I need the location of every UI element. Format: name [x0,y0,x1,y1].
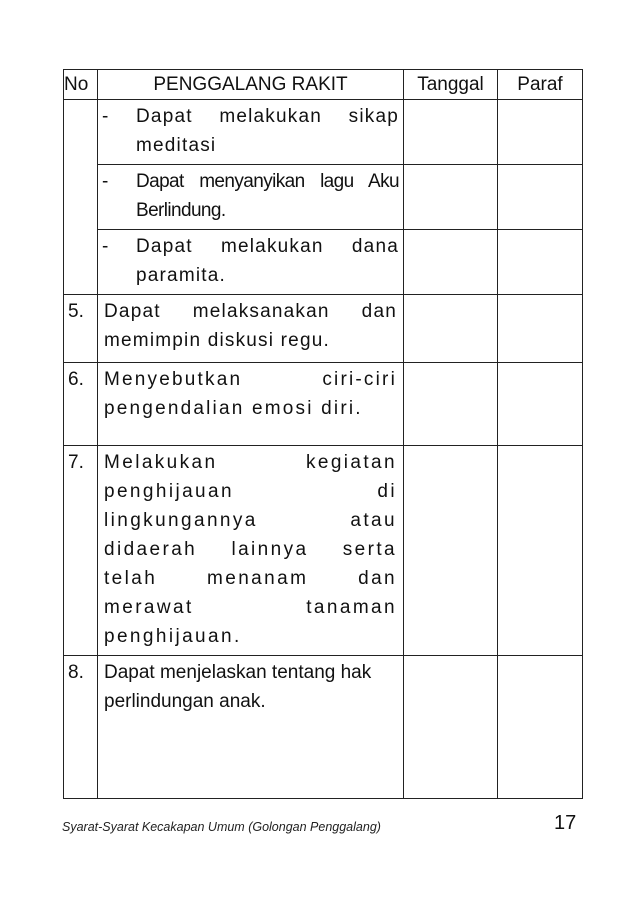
tanggal-cell [404,656,498,799]
row-number: 5. [68,301,84,322]
item-text: Dapat menjelaskan tentang hak perlindungan anak. [104,662,372,712]
item-cell [98,100,404,165]
item-text: Melakukan kegiatan penghijauan di lingkungannya atau didaerah lainnya serta telah menanam dan merawat tanaman penghijauan. [104,452,397,647]
table-row [64,656,583,799]
item-cell [98,295,404,363]
paraf-cell [498,100,583,165]
tanggal-cell [404,165,498,230]
table-row [64,100,583,165]
header-paraf: Paraf [498,70,583,100]
page-number: 17 [554,812,577,834]
row-number-cell [64,446,98,656]
footer-title: Syarat-Syarat Kecakapan Umum (Golongan Penggalang) [62,820,381,834]
row-number: 8. [68,662,84,683]
paraf-cell [498,165,583,230]
sub-item-text: Dapat melakukan dana paramita. [136,236,399,286]
sub-item-text: Dapat melakukan sikap meditasi [136,106,399,156]
paraf-cell [498,230,583,295]
checklist-table [63,69,583,799]
row-number-cell [64,656,98,799]
table-row [64,295,583,363]
row-number-cell [64,100,98,295]
tanggal-cell [404,230,498,295]
item-cell [98,446,404,656]
row-number: 6. [68,369,84,390]
table-header-row [64,70,583,100]
tanggal-cell [404,295,498,363]
table-row [64,446,583,656]
table-row [64,363,583,446]
item-cell [98,656,404,799]
table-row [64,230,583,295]
paraf-cell [498,363,583,446]
tanggal-cell [404,363,498,446]
paraf-cell [498,446,583,656]
sub-item-dash: - [102,171,108,192]
item-cell [98,165,404,230]
sub-item-dash: - [102,236,110,257]
table-row [64,165,583,230]
tanggal-cell [404,446,498,656]
row-number-cell [64,295,98,363]
tanggal-cell [404,100,498,165]
header-tanggal: Tanggal [404,70,498,100]
row-number-cell [64,363,98,446]
item-cell [98,363,404,446]
paraf-cell [498,656,583,799]
paraf-cell [498,295,583,363]
item-text: Dapat melaksanakan dan memimpin diskusi regu. [104,301,397,351]
item-cell [98,230,404,295]
item-text: Menyebutkan ciri-ciri pengendalian emosi diri. [104,369,397,419]
header-no: No [64,70,98,100]
row-number: 7. [68,452,84,473]
sub-item-dash: - [102,106,110,127]
header-item: PENGGALANG RAKIT [98,70,404,100]
sub-item-text: Dapat menyanyikan lagu Aku Berlindung. [136,171,399,221]
